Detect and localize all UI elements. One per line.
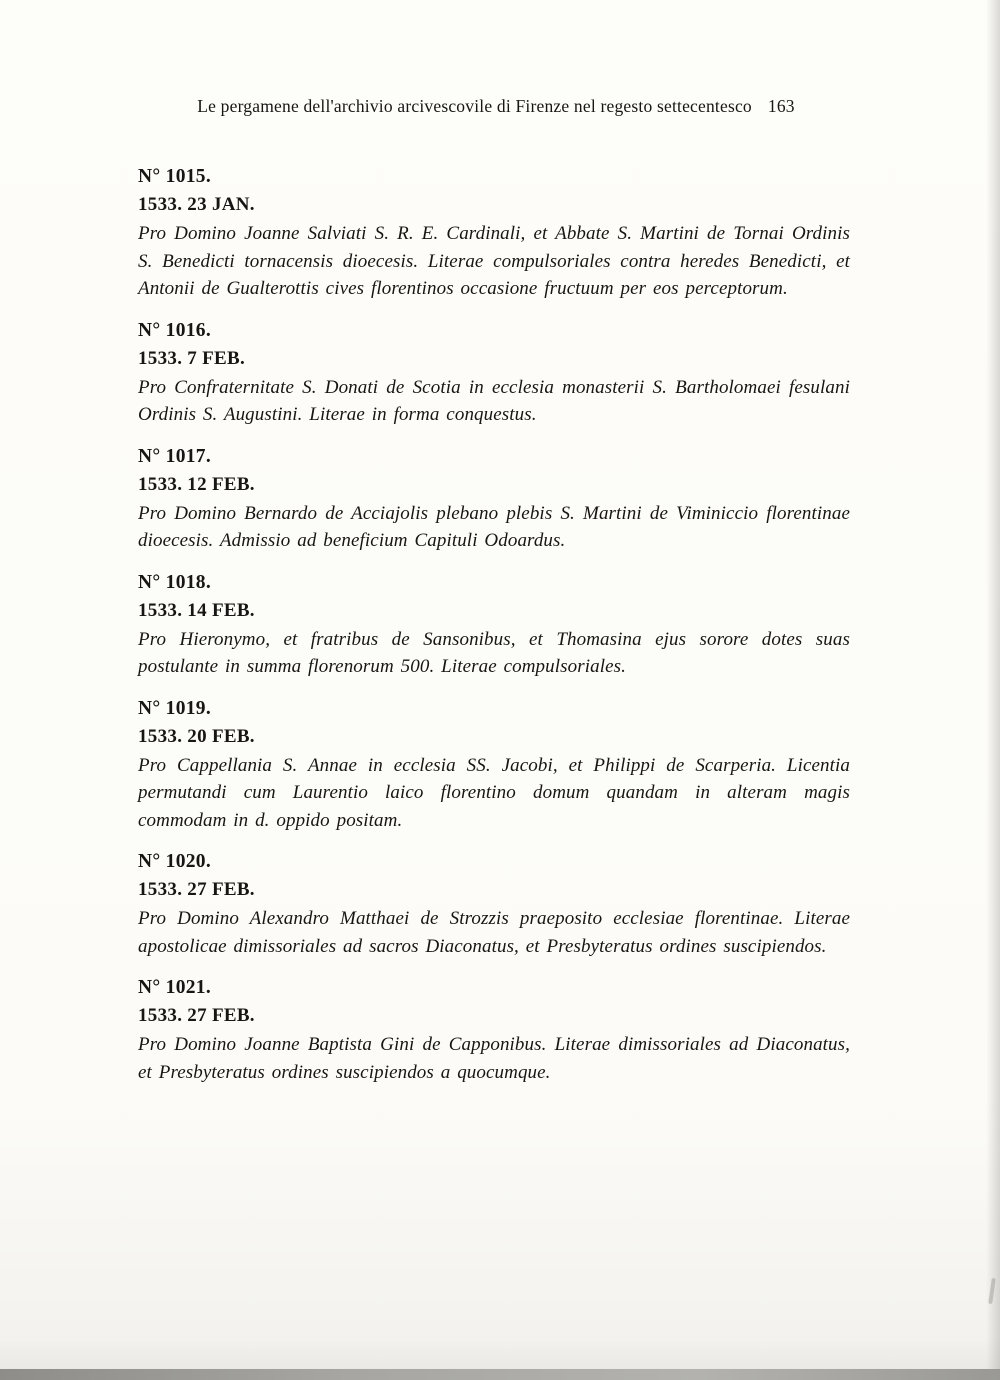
entry	[138, 442, 850, 555]
running-head-title: Le pergamene dell'archivio arcivescovile di Firenze nel regesto settecentesco	[197, 96, 752, 116]
entry-date: 1533. 20 FEB.	[138, 725, 255, 747]
entry-body: Pro Domino Joanne Baptista Gini de Capponibus. Literae dimissoriales ad Diaconatus, et Presbyteratus ordines suscipiendos a quocumque.	[138, 1034, 850, 1083]
entry-date: 1533. 12 FEB.	[138, 473, 255, 495]
entry-body: Pro Hieronymo, et fratribus de Sansonibus, et Thomasina ejus sorore dotes suas postulante in summa florenorum 500. Literae compulsoriales.	[138, 628, 850, 677]
entry	[138, 162, 850, 303]
entry-number: N° 1017.	[138, 445, 212, 467]
entry-body: Pro Confraternitate S. Donati de Scotia in ecclesia monasterii S. Bartholomaei fesulani Ordinis S. Augustini. Literae in forma conquestus.	[138, 376, 850, 425]
entry-number: N° 1015.	[138, 166, 212, 187]
entry-date: 1533. 27 FEB.	[138, 879, 255, 900]
entry	[138, 847, 850, 960]
entry-number: N° 1020.	[138, 851, 212, 872]
entry-body: Pro Domino Joanne Salviati S. R. E. Cardinali, et Abbate S. Martini de Tornai Ordinis S. Benedicti tornacensis dioecesis. Literae compulsoriales contra heredes Benedicti, et Antonii de Gualterottis cives florentinos occasione fructuum per eos perceptorum.	[138, 223, 850, 299]
entry-date: 1533. 23 JAN.	[138, 194, 255, 215]
entry-number: N° 1016.	[138, 319, 212, 341]
page-number: 163	[767, 96, 795, 116]
entry-date: 1533. 7 FEB.	[138, 347, 246, 369]
entry	[138, 568, 850, 681]
entry-body: Pro Domino Alexandro Matthaei de Strozzis praeposito ecclesiae florentinae. Literae apostolicae dimissoriales ad sacros Diaconatus, et Presbyteratus ordines suscipiendos.	[138, 908, 850, 957]
register-entries	[138, 162, 850, 1099]
scan-edge-bottom-artifact	[0, 1369, 1000, 1380]
entry-number: N° 1018.	[138, 571, 212, 593]
entry	[138, 973, 850, 1086]
entry-date: 1533. 14 FEB.	[138, 599, 255, 621]
entry	[138, 694, 850, 835]
entry-body: Pro Cappellania S. Annae in ecclesia SS. Jacobi, et Philippi de Scarperia. Licentia permutandi cum Laurentio laico florentino domum quandam in alteram magis commodam in d. oppido positam.	[138, 754, 850, 831]
scan-edge-right-artifact	[986, 0, 1000, 1380]
entry-number: N° 1021.	[138, 977, 212, 998]
entry-date: 1533. 27 FEB.	[138, 1005, 255, 1026]
entry-number: N° 1019.	[138, 697, 212, 719]
entry-body: Pro Domino Bernardo de Acciajolis plebano plebis S. Martini de Viminiccio florentinae dioecesis. Admissio ad beneficium Capituli Odoardus.	[138, 502, 850, 551]
running-head	[140, 96, 852, 117]
entry	[138, 316, 850, 429]
